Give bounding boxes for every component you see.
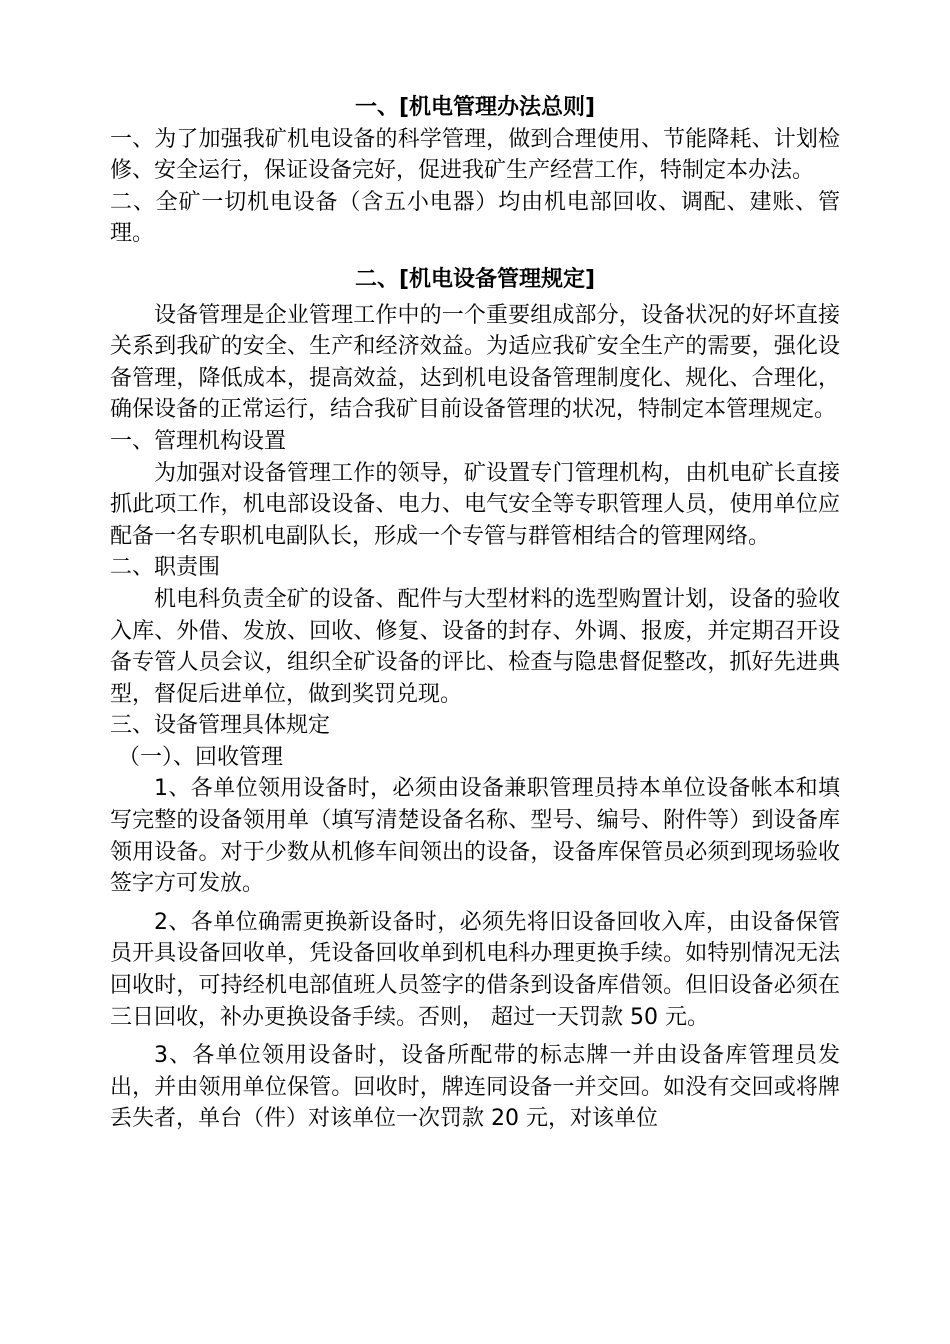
subheading-recovery-management: （一）、回收管理 <box>118 744 284 770</box>
subheading-specific-rules: 三、设备管理具体规定 <box>110 713 331 739</box>
paragraph-rule-1: 1、各单位领用设备时，必须由设备兼职管理员持本单位设备帐本和填写完整的设备领用单（填写清楚设备名称、型号、编号、附件等）到设备库领用设备。对于少数从机修车间领出的设备，设备库保管员必须到现场验收签字方可发放。 <box>110 776 840 897</box>
paragraph-rule-3: 3、各单位领用设备时，设备所配带的标志牌一并由设备库管理员发出，并由领用单位保管。回收时，牌连同设备一并交回。如没有交回或将牌丢失者，单台（件）对该单位一次罚款 20 元，对该单位 <box>110 1043 840 1132</box>
document-page <box>110 92 840 1135</box>
paragraph-purpose: 一、为了加强我矿机电设备的科学管理，做到合理使用、节能降耗、计划检修、安全运行，保证设备完好，促进我矿生产经营工作，特制定本办法。 <box>110 126 840 184</box>
paragraph-scope: 二、全矿一切机电设备（含五小电器）均由机电部回收、调配、建账、管理。 <box>110 189 840 247</box>
paragraph-responsibilities: 机电科负责全矿的设备、配件与大型材料的选型购置计划，设备的验收入库、外借、发放、回收、修复、设备的封存、外调、报废，并定期召开设备专管人员会议，组织全矿设备的评比、检查与隐患督促整改，抓好先进典型，督促后进单位，做到奖罚兑现。 <box>110 586 840 707</box>
section-heading-general-rules: 一、[机电管理办法总则] <box>354 95 596 120</box>
paragraph-rule-2: 2、各单位确需更换新设备时，必须先将旧设备回收入库，由设备保管员开具设备回收单，凭设备回收单到机电科办理更换手续。如特别情况无法回收时，可持经机电部值班人员签字的借条到设备库借领。但旧设备必须在三日回收，补办更换设备手续。否则， 超过一天罚款 50 元。 <box>110 909 840 1030</box>
paragraph-organization: 为加强对设备管理工作的领导，矿设置专门管理机构，由机电矿长直接抓此项工作，机电部设设备、电力、电气安全等专职管理人员，使用单位应配备一名专职机电副队长，形成一个专管与群管相结合的管理网络。 <box>110 460 840 549</box>
paragraph-introduction: 设备管理是企业管理工作中的一个重要组成部分，设备状况的好坏直接关系到我矿的安全、生产和经济效益。为适应我矿安全生产的需要，强化设备管理，降低成本，提高效益，达到机电设备管理制度化、规化、合理化，确保设备的正常运行，结合我矿目前设备管理的状况，特制定本管理规定。 <box>110 302 840 423</box>
section-heading-equipment-rules: 二、[机电设备管理规定] <box>354 266 596 292</box>
subheading-responsibilities: 二、职责围 <box>110 555 221 581</box>
subheading-organization: 一、管理机构设置 <box>110 428 287 454</box>
